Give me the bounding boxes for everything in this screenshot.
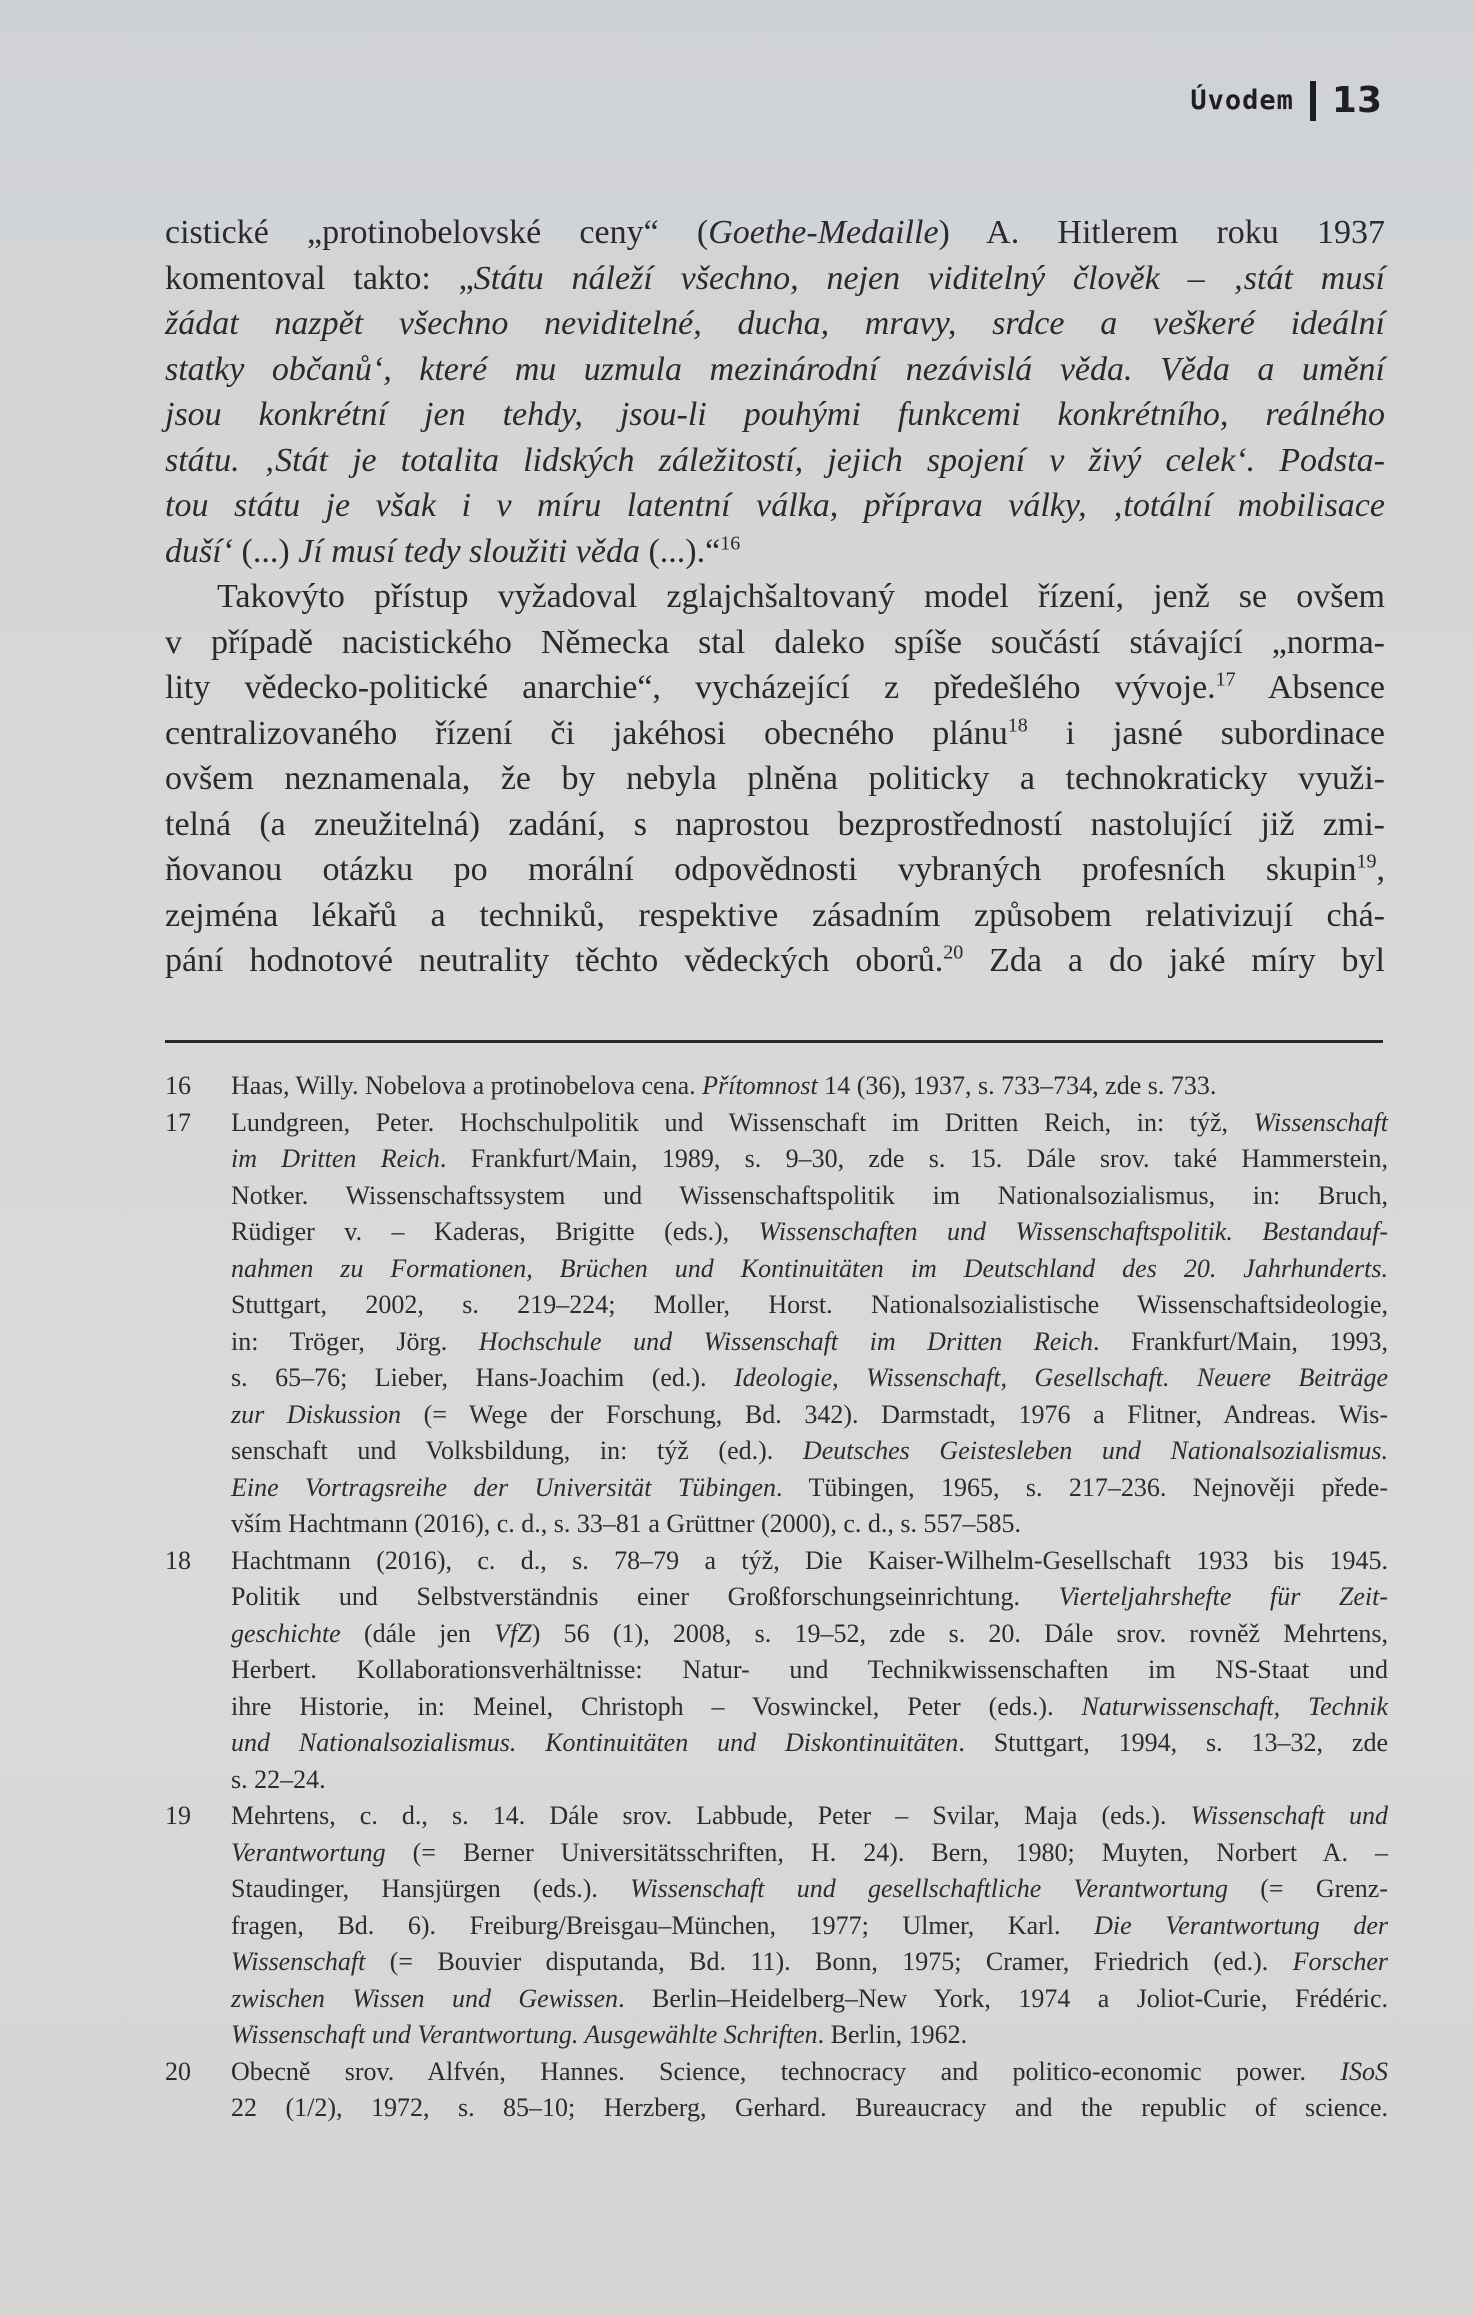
text-line: Takovýto přístup vyžadoval zglajchšaltovaný model řízení, jenž se ovšem bbox=[217, 578, 1385, 615]
footnote-ref[interactable]: 19 bbox=[1356, 850, 1377, 873]
text-line: statky občanů‘, které mu uzmula mezinárodní nezávislá věda. Věda a umění bbox=[165, 350, 1385, 388]
footnote-number: 16 bbox=[165, 1071, 191, 1100]
text-line: cistické „protinobelovské ceny“ (Goethe-Medaille) A. Hitlerem roku 1937 bbox=[165, 214, 1385, 251]
footnote-19 bbox=[165, 1798, 1388, 2054]
footnote-ref[interactable]: 17 bbox=[1215, 668, 1236, 691]
footnote-text: Obecně srov. Alfvén, Hannes. Science, technocracy and politico-economic power. ISoS 22 (1/2), 1972, s. 85–10; Herzberg, Gerhard. Bureaucracy and the republic of science. bbox=[231, 2056, 1388, 2122]
text-line: duší‘ (...) Jí musí tedy sloužiti věda (...).“$^{16}$ bbox=[165, 532, 741, 570]
text-line: centralizovaného řízení či jakéhosi obecného plánu$^{18}$ i jasné subordinace bbox=[165, 714, 1385, 752]
footnote-separator bbox=[165, 1040, 1383, 1043]
text-line: telná (a zneužitelná) zadání, s naprostou bezprostředností nastolující již zmi- bbox=[165, 805, 1385, 843]
footnote-number: 17 bbox=[165, 1107, 191, 1137]
text-line: státu. ‚Stát je totalita lidských záležitostí, jejich spojení v živý celek‘. Podsta- bbox=[165, 441, 1385, 479]
text-line: ovšem neznamenala, že by nebyla plněna politicky a technokraticky využi- bbox=[165, 760, 1385, 797]
text-line: v případě nacistického Německa stal daleko spíše součástí stávající „norma- bbox=[165, 623, 1385, 661]
footnote-text: Mehrtens, c. d., s. 14. Dále srov. Labbude, Peter – Svilar, Maja (eds.). Wissenschaft und Verantwortung (= Berner Universitätsschriften, H. 24). Bern, 1980; Muyten, Norbert A. – Staudinger, Hansjürgen (eds.). Wissenschaft und gesellschaftliche Verantwortung (= Grenz- fragen, Bd. 6). Freiburg/Breisgau–München, 1977; Ulmer, Karl. Die Verantwortung der Wissenschaft (= Bouvier disputanda, Bd. 11). Bonn, 1975; Cramer, Friedrich (ed.). Forscher zwischen Wissen und Gewissen. Berlin–Heidelberg–New York, 1974 a Joliot-Curie, Frédéric. Wissenschaft und Verantwortung. Ausgewählte Schriften. Berlin, 1962. bbox=[231, 1801, 1389, 2049]
footnote-number: 18 bbox=[165, 1545, 191, 1575]
text-line: lity vědecko-politické anarchie“, vycházející z předešlého vývoje.$^{17}$ Absence bbox=[165, 668, 1385, 706]
footnote-text: Haas, Willy. Nobelova a protinobelova cena. Přítomnost 14 (36), 1937, s. 733–734, zde s. 733. bbox=[231, 1071, 1217, 1100]
footnote-number: 19 bbox=[165, 1801, 191, 1830]
footnote-16 bbox=[165, 1068, 1388, 1105]
footnote-text: Lundgreen, Peter. Hochschulpolitik und Wissenschaft im Dritten Reich, in: týž, Wissenschaft im Dritten Reich. Frankfurt/Main, 1989, s. 9–30, zde s. 15. Dále srov. také Hammerstein, Notker. Wissenschaftssystem und Wissenschaftspolitik im Nationalsozialismus, in: Bruch, Rüdiger v. – Kaderas, Brigitte (eds.), Wissenschaften und Wissenschaftspolitik. Bestandauf- nahmen zu Formationen, Brüchen und Kontinuitäten im Deutschland des 20. Jahrhunderts. Stuttgart, 2002, s. 219–224; Moller, Horst. Nationalsozialistische Wissenschaftsideologie, in: Tröger, Jörg. Hochschule und Wissenschaft im Dritten Reich. Frankfurt/Main, 1993, s. 65–76; Lieber, Hans-Joachim (ed.). Ideologie, Wissenschaft, Gesellschaft. Neuere Beiträge zur Diskussion (= Wege der Forschung, Bd. 342). Darmstadt, 1976 a Flitner, Andreas. Wis- senschaft und Volksbildung, in: týž (ed.). Deutsches Geistesleben und Nationalsozialismus. Eine Vortragsreihe der Universität Tübingen. Tübingen, 1965, s. 217–236. Nejnověji přede- vším Hachtmann (2016), c. d., s. 33–81 a Grüttner (2000), c. d., s. 557–585. bbox=[231, 1107, 1388, 1538]
text-line: ňovanou otázku po morální odpovědnosti vybraných profesních skupin$^{19}$, bbox=[165, 850, 1385, 888]
footnote-ref[interactable]: 20 bbox=[943, 941, 964, 964]
footnote-ref[interactable]: 16 bbox=[720, 532, 741, 555]
footnote-number: 20 bbox=[165, 2056, 191, 2086]
text-line: komentoval takto: „Státu náleží všechno, nejen viditelný člověk – ‚stát musí bbox=[165, 259, 1385, 297]
footnote-18 bbox=[165, 1543, 1388, 1799]
header-divider bbox=[1310, 81, 1316, 121]
chapter-title: Úvodem bbox=[1190, 85, 1294, 116]
footnote-text: Hachtmann (2016), c. d., s. 78–79 a týž, Die Kaiser-Wilhelm-Gesellschaft 1933 bis 1945. Politik und Selbstverständnis einer Großforschungseinrichtung. Vierteljahrshefte für Zeit- geschichte (dále jen VfZ) 56 (1), 2008, s. 19–52, zde s. 20. Dále srov. rovněž Mehrtens, Herbert. Kollaborationsverhältnisse: Natur- und Technikwissenschaften im NS-Staat und ihre Historie, in: Meinel, Christoph – Voswinckel, Peter (eds.). Naturwissenschaft, Technik und Nationalsozialismus. Kontinuitäten und Diskontinuitäten. Stuttgart, 1994, s. 13–32, zde s. 22–24. bbox=[231, 1545, 1388, 1794]
footnote-20 bbox=[165, 2054, 1388, 2127]
footnote-17 bbox=[165, 1105, 1388, 1543]
footnote-ref[interactable]: 18 bbox=[1007, 714, 1028, 737]
main-text bbox=[165, 210, 1385, 984]
footnotes bbox=[165, 1068, 1388, 2127]
running-header bbox=[1190, 80, 1382, 121]
text-line: tou státu je však i v míru latentní válka, příprava války, ‚totální mobilisace bbox=[165, 487, 1385, 524]
text-line: zejména lékařů a techniků, respektive zásadním způsobem relativizují chá- bbox=[165, 896, 1385, 934]
text-line: žádat nazpět všechno neviditelné, ducha, mravy, srdce a veškeré ideální bbox=[165, 305, 1385, 342]
text-line: pání hodnotové neutrality těchto vědeckých oborů.$^{20}$ Zda a do jaké míry byl bbox=[165, 941, 1385, 979]
text-line: jsou konkrétní jen tehdy, jsou-li pouhými funkcemi konkrétního, reálného bbox=[165, 396, 1385, 433]
page-number: 13 bbox=[1331, 80, 1382, 121]
